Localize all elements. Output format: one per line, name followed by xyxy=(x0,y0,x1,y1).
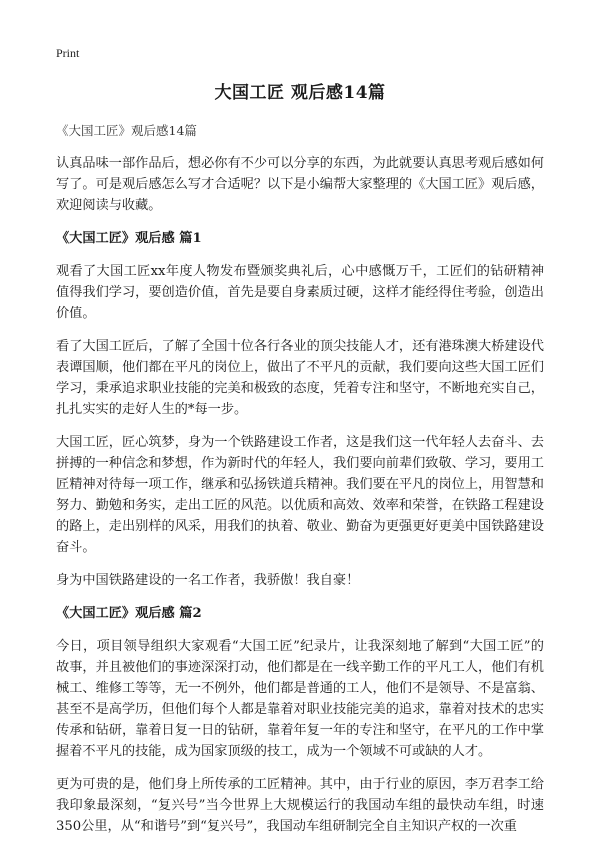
page-title: 大国工匠 观后感14篇 xyxy=(214,83,386,103)
intro-paragraph: 认真品味一部作品后，想必你有不少可以分享的东西，为此就要认真思考观后感如何写了。可是观后感怎么写才合适呢？以下是小编帮大家整理的《大国工匠》观后感，欢迎阅读与收藏。 xyxy=(56,156,544,213)
document-subtitle: 《大国工匠》观后感14篇 xyxy=(56,123,197,138)
section-1-paragraph-2: 看了大国工匠后，了解了全国十位各行各业的顶尖技能人才，还有港珠澳大桥建设代表谭国顺，他们都在平凡的岗位上，做出了不平凡的贡献，我们要向这些大国工匠们学习，秉承追求职业技能的完美和极致的态度，凭着专注和坚守，不断地充实自己，扎扎实实的走好人生的*每一步。 xyxy=(56,339,544,417)
print-link[interactable]: Print xyxy=(56,46,80,60)
section-heading-1: 《大国工匠》观后感 篇1 xyxy=(56,231,202,246)
section-1-paragraph-4: 身为中国铁路建设的一名工作者，我骄傲！我自豪！ xyxy=(56,573,360,588)
document-body xyxy=(56,120,544,849)
section-2-paragraph-1: 今日，项目领导组织大家观看“大国工匠”纪录片，让我深刻地了解到“大国工匠”的故事，并且被他们的事迹深深打动，他们都是在一线辛勤工作的平凡工人，他们有机械工、维修工等等，无一不例外，他们都是普通的工人，他们不是领导、不是富翁、甚至不是高学历，但他们每个人都是靠着对职业技能完美的追求，靠着对技术的忠实传承和钻研，靠着日复一日的钻研，靠着年复一年的专注和坚守，在平凡的工作中掌握着不平凡的技能，成为国家顶级的技工，成为一个领域不可或缺的人才。 xyxy=(56,639,544,759)
section-1-paragraph-1: 观看了大国工匠xx年度人物发布暨颁奖典礼后，心中感慨万千，工匠们的钻研精神值得我们学习，要创造价值，首先是要自身素质过硬，这样才能经得住考验，创造出价值。 xyxy=(56,264,544,321)
section-2-paragraph-2: 更为可贵的是，他们身上所传承的工匠精神。其中，由于行业的原因，李万君李工给我印象最深刻，“复兴号”当今世界上大规模运行的我国动车组的最快动车组，时速350公里，从“和谐号”到“复兴号”，我国动车组研制完全自主知识产权的一次重 xyxy=(56,777,544,834)
section-1-paragraph-3: 大国工匠，匠心筑梦，身为一个铁路建设工作者，这是我们这一代年轻人去奋斗、去拼搏的一种信念和梦想，作为新时代的年轻人，我们要向前辈们致敬、学习，要用工匠精神对待每一项工作，继承和弘扬铁道兵精神。我们要在平凡的岗位上，用智慧和努力、勤勉和务实，走出工匠的风范。以优质和高效、效率和荣誉，在铁路工程建设的路上，走出别样的风采，用我们的执着、敬业、勤奋为更强更好更美中国铁路建设奋斗。 xyxy=(56,435,544,555)
section-heading-2: 《大国工匠》观后感 篇2 xyxy=(56,606,202,621)
